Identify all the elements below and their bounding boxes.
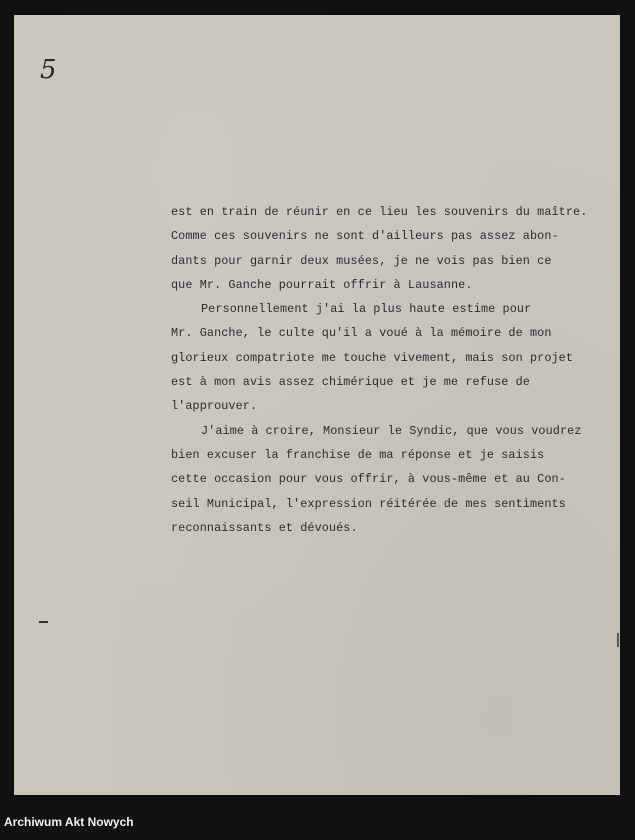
margin-mark <box>617 633 619 647</box>
letter-line: que Mr. Ganche pourrait offrir à Lausanne. <box>171 277 473 292</box>
letter-line: est en train de réunir en ce lieu les souvenirs du maître. <box>171 205 588 219</box>
letter-line: cette occasion pour vous offrir, à vous-même et au Con- <box>171 472 566 487</box>
letter-line: dants pour garnir deux musées, je ne vois pas bien ce <box>171 253 552 268</box>
page-number: 5 <box>40 55 57 85</box>
letter-line: est à mon avis assez chimérique et je me refuse de <box>171 375 530 390</box>
archive-footer <box>0 804 635 840</box>
letter-line: bien excuser la franchise de ma réponse et je saisis <box>171 447 545 462</box>
archive-name: Archiwum Akt Nowych <box>4 815 134 829</box>
letter-line: Mr. Ganche, le culte qu'il a voué à la mémoire de mon <box>171 326 552 341</box>
letter-line: reconnaissants et dévoués. <box>171 520 358 535</box>
letter-line: J'aime à croire, Monsieur le Syndic, que vous voudrez <box>201 423 582 438</box>
letter-line: glorieux compatriote me touche vivement, mais son projet <box>171 350 574 365</box>
letter-line: seil Municipal, l'expression réitérée de mes sentiments <box>171 496 566 511</box>
letter-line: l'approuver. <box>171 399 258 414</box>
punch-mark <box>39 621 48 623</box>
letter-line: Comme ces souvenirs ne sont d'ailleurs pas assez abon- <box>171 229 559 244</box>
letter-body <box>171 200 591 540</box>
document-page <box>14 15 620 795</box>
letter-line: Personnellement j'ai la plus haute estime pour <box>201 302 532 317</box>
